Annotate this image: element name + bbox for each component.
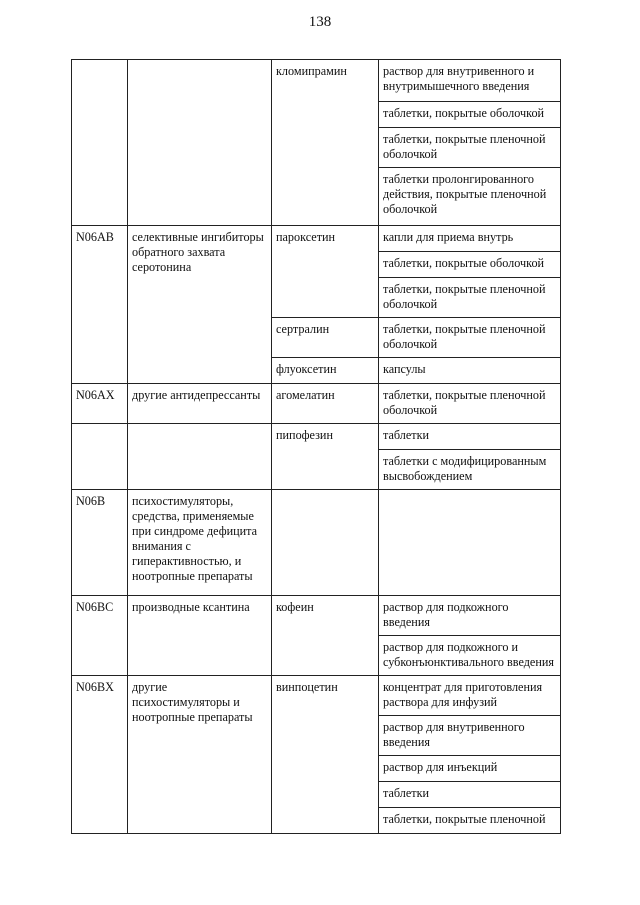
dosage-form-cell: раствор для внутривенного введения (379, 716, 561, 756)
drug-list-table (71, 59, 561, 834)
page-number: 138 (308, 14, 332, 30)
drug-name-cell: сертралин (272, 318, 379, 358)
atc-code-cell (72, 424, 128, 490)
group-name-cell (128, 424, 272, 490)
group-name-cell: другие психостимуляторы и ноотропные препараты (128, 676, 272, 834)
dosage-form-cell: таблетки пролонгированного действия, покрытые пленочной оболочкой (379, 168, 561, 226)
atc-code-cell: N06AB (72, 226, 128, 384)
dosage-form-cell: таблетки, покрытые оболочкой (379, 252, 561, 278)
drug-name-cell (272, 490, 379, 596)
table-row (72, 60, 561, 102)
dosage-form-cell: раствор для внутривенного и внутримышечного введения (379, 60, 561, 102)
dosage-form-cell: таблетки (379, 424, 561, 450)
group-name-cell (128, 60, 272, 226)
group-name-cell: селективные ингибиторы обратного захвата серотонина (128, 226, 272, 384)
dosage-form-cell: раствор для инъекций (379, 756, 561, 782)
drug-name-cell: кломипрамин (272, 60, 379, 226)
dosage-form-cell: раствор для подкожного и субконъюнктивального введения (379, 636, 561, 676)
dosage-form-cell: таблетки с модифицированным высвобождением (379, 450, 561, 490)
drug-name-cell: кофеин (272, 596, 379, 676)
dosage-form-cell: таблетки, покрытые пленочной оболочкой (379, 384, 561, 424)
dosage-form-cell: концентрат для приготовления раствора для инфузий (379, 676, 561, 716)
dosage-form-cell: таблетки, покрытые пленочной оболочкой (379, 128, 561, 168)
table-row (72, 676, 561, 716)
drug-name-cell: пароксетин (272, 226, 379, 318)
dosage-form-cell (379, 490, 561, 596)
dosage-form-cell: таблетки, покрытые пленочной оболочкой (379, 278, 561, 318)
dosage-form-cell: капли для приема внутрь (379, 226, 561, 252)
atc-code-cell: N06AX (72, 384, 128, 424)
drug-name-cell: агомелатин (272, 384, 379, 424)
dosage-form-cell: таблетки, покрытые пленочной оболочкой (379, 318, 561, 358)
dosage-form-cell: капсулы (379, 358, 561, 384)
atc-code-cell: N06B (72, 490, 128, 596)
dosage-form-cell: таблетки, покрытые пленочной (379, 808, 561, 834)
table-row (72, 424, 561, 450)
group-name-cell: психостимуляторы, средства, применяемые при синдроме дефицита внимания с гиперактивностью, и ноотропные препараты (128, 490, 272, 596)
atc-code-cell (72, 60, 128, 226)
dosage-form-cell: раствор для подкожного введения (379, 596, 561, 636)
dosage-form-cell: таблетки, покрытые оболочкой (379, 102, 561, 128)
dosage-form-cell: таблетки (379, 782, 561, 808)
drug-name-cell: флуоксетин (272, 358, 379, 384)
group-name-cell: другие антидепрессанты (128, 384, 272, 424)
atc-code-cell: N06BC (72, 596, 128, 676)
table-row (72, 384, 561, 424)
table-row (72, 226, 561, 252)
atc-code-cell: N06BX (72, 676, 128, 834)
drug-name-cell: пипофезин (272, 424, 379, 490)
group-name-cell: производные ксантина (128, 596, 272, 676)
table-row (72, 490, 561, 596)
drug-name-cell: винпоцетин (272, 676, 379, 834)
table-row (72, 596, 561, 636)
